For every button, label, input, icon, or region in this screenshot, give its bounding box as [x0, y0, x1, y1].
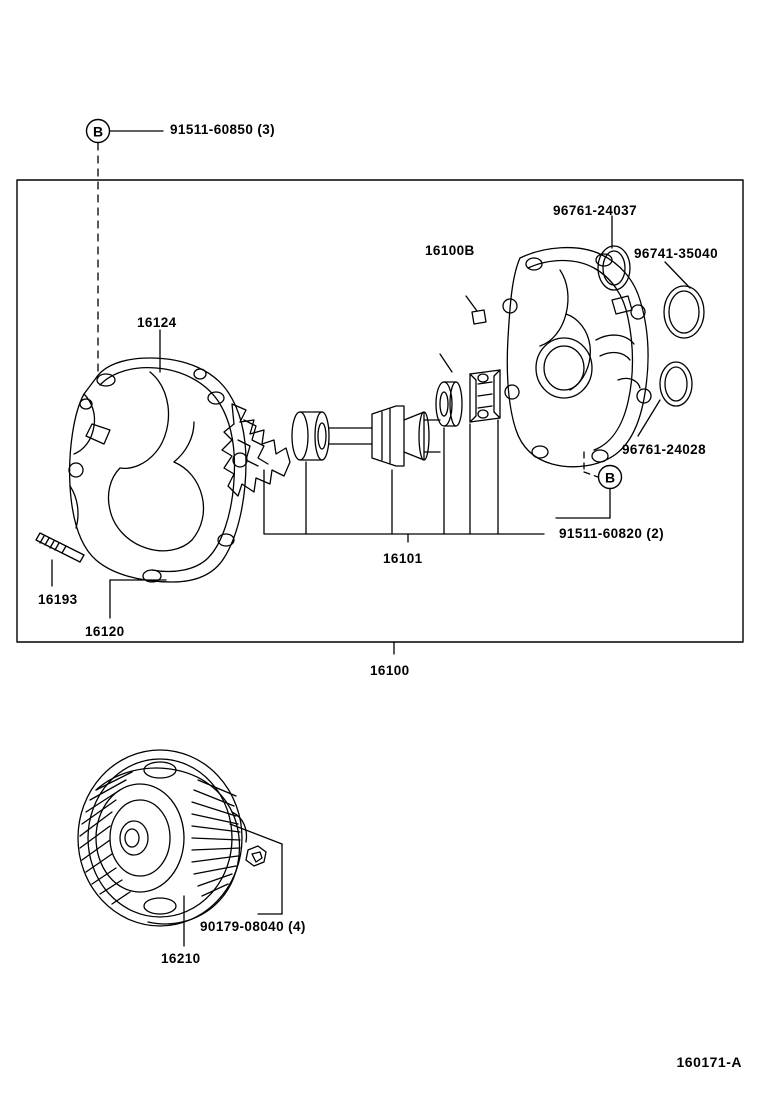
part-label-90179-08040: 90179-08040 (4) — [200, 919, 306, 934]
svg-text:B: B — [92, 123, 104, 140]
part-label-91511-60850: 91511-60850 (3) — [170, 122, 276, 137]
figure-code: 160171-A — [676, 1054, 742, 1070]
part-label-96761-24037: 96761-24037 — [553, 203, 637, 218]
part-label-16100: 16100 — [370, 663, 410, 678]
part-label-16120: 16120 — [85, 624, 125, 639]
part-label-96741-35040: 96741-35040 — [634, 246, 718, 261]
svg-text:B: B — [604, 469, 616, 486]
part-label-16210: 16210 — [161, 951, 201, 966]
part-label-16193: 16193 — [38, 592, 78, 607]
part-label-16124: 16124 — [137, 315, 177, 330]
part-label-16101: 16101 — [383, 551, 423, 566]
part-label-16100B: 16100B — [425, 243, 475, 258]
part-label-96761-24028: 96761-24028 — [622, 442, 706, 457]
part-label-91511-60820: 91511-60820 (2) — [559, 526, 665, 541]
